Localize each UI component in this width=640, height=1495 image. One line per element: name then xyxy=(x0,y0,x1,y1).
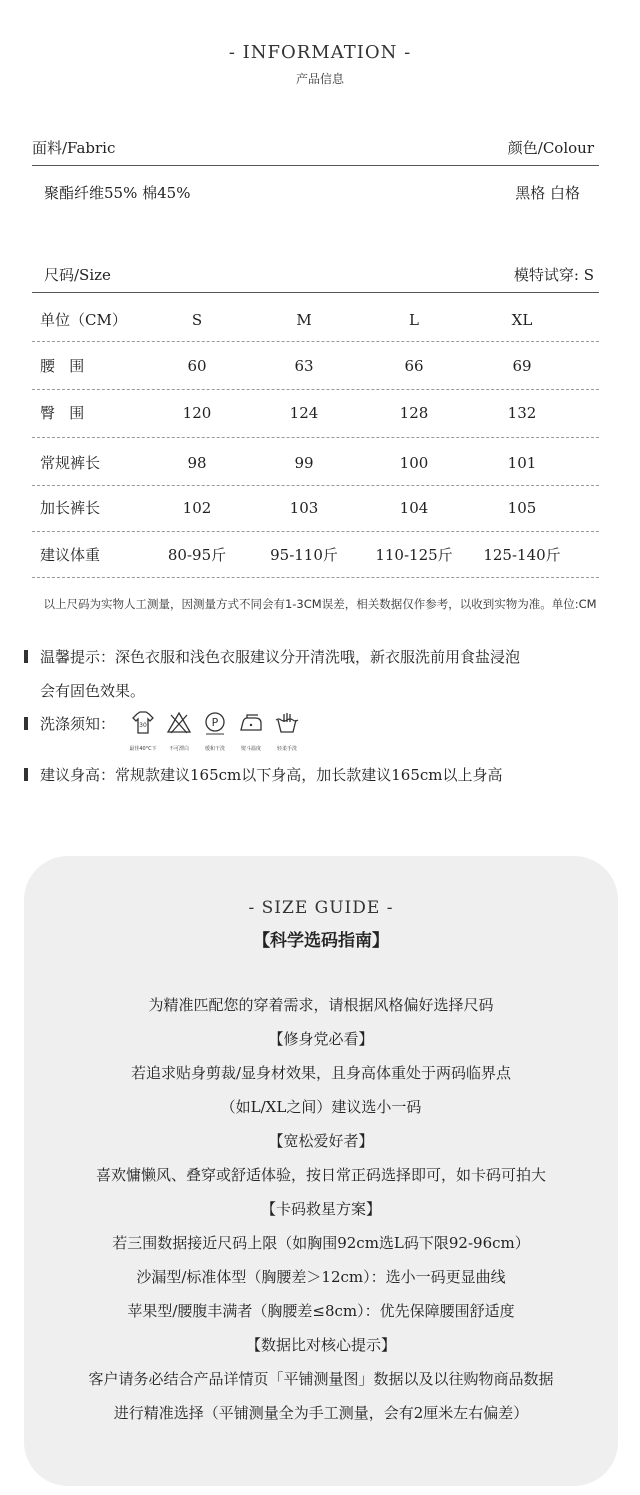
size-label: 尺码/Size xyxy=(44,266,111,284)
wash-30-icon xyxy=(126,710,160,752)
size-guide-title: 【科学选码指南】 xyxy=(253,931,389,951)
table-row xyxy=(32,390,600,436)
wash-label: 洗涤须知： xyxy=(40,715,116,733)
table-header-cell: M xyxy=(296,311,312,329)
table-row xyxy=(32,485,600,531)
guide-section-title: 【修身党必看】 xyxy=(268,1030,374,1048)
warm-tip-line-2: 会有固色效果。 xyxy=(40,682,146,700)
table-cell: 常规裤长 xyxy=(40,454,101,472)
tip-bullet xyxy=(24,717,28,730)
iron-low-icon xyxy=(234,710,268,752)
size-guide-heading: - SIZE GUIDE - xyxy=(248,898,394,918)
table-cell: 66 xyxy=(404,357,424,375)
table-header-row xyxy=(32,297,600,343)
table-cell: 69 xyxy=(512,357,532,375)
table-cell: 101 xyxy=(507,454,537,472)
table-cell: 95-110斤 xyxy=(270,546,338,564)
wash-icon-label: 轻柔手洗 xyxy=(276,746,297,752)
table-cell: 132 xyxy=(507,404,537,422)
guide-section-title: 【宽松爱好者】 xyxy=(268,1132,374,1150)
fabric-value: 聚酯纤维55% 棉45% xyxy=(44,184,191,202)
tip-bullet xyxy=(24,768,28,781)
information-subheading: 产品信息 xyxy=(295,72,344,86)
guide-line: 喜欢慵懒风、叠穿或舒适体验，按日常正码选择即可，如卡码可拍大 xyxy=(95,1166,546,1184)
guide-line: 沙漏型/标准体型（胸腰差＞12cm）：选小一码更显曲线 xyxy=(136,1268,506,1286)
table-cell: 腰 围 xyxy=(40,357,85,375)
guide-line: 进行精准选择（平铺测量全为手工测量，会有2厘米左右偏差） xyxy=(113,1404,529,1422)
table-cell: 100 xyxy=(399,454,429,472)
table-cell: 105 xyxy=(507,499,537,517)
guide-line: 若追求贴身剪裁/显身材效果，且身高体重处于两码临界点 xyxy=(130,1064,512,1082)
table-divider xyxy=(32,437,599,438)
table-divider xyxy=(32,577,599,578)
svg-text:P: P xyxy=(211,716,219,729)
table-cell: 124 xyxy=(289,404,319,422)
colour-value: 黑格 白格 xyxy=(515,184,580,202)
guide-section-title: 【卡码救星方案】 xyxy=(260,1200,381,1218)
guide-line: 客户请务必结合产品详情页「平铺测量图」数据以及以往购物商品数据 xyxy=(88,1370,554,1388)
table-cell: 103 xyxy=(289,499,319,517)
wash-icon-label: 熨斗温度 xyxy=(240,746,261,752)
size-divider xyxy=(32,292,599,293)
wash-icon-label: 缓和干洗 xyxy=(204,746,225,752)
guide-line: 若三围数据接近尺码上限（如胸围92cm选L码下限92-96cm） xyxy=(112,1234,530,1252)
table-cell: 120 xyxy=(182,404,212,422)
wash-icon-label: 不可漂白 xyxy=(168,746,189,752)
warm-tip-line-1: 温馨提示：深色衣服和浅色衣服建议分开清洗哦，新衣服洗前用食盐浸泡 xyxy=(40,648,521,666)
fabric-label: 面料/Fabric xyxy=(32,139,116,157)
table-cell: 104 xyxy=(399,499,429,517)
table-cell: 80-95斤 xyxy=(167,546,227,564)
table-row xyxy=(32,343,600,389)
table-header-cell: S xyxy=(191,311,203,329)
table-row xyxy=(32,440,600,486)
hand-wash-icon xyxy=(270,710,304,752)
table-cell: 98 xyxy=(187,454,207,472)
guide-section-title: 【数据比对核心提示】 xyxy=(245,1336,396,1354)
guide-line: （如L/XL之间）建议选小一码 xyxy=(220,1098,422,1116)
table-cell: 臀 围 xyxy=(40,404,85,422)
dry-clean-p-icon xyxy=(198,710,232,752)
svg-text:30: 30 xyxy=(139,722,147,729)
table-cell: 102 xyxy=(182,499,212,517)
table-row xyxy=(32,532,600,578)
table-divider xyxy=(32,341,599,342)
table-cell: 加长裤长 xyxy=(40,499,101,517)
tip-bullet xyxy=(24,650,28,663)
table-cell: 60 xyxy=(187,357,207,375)
measurement-note: 以上尺码为实物人工测量，因测量方式不同会有1-3CM误差，相关数据仅作参考，以收到实物为准。单位:CM xyxy=(43,597,597,611)
table-cell: 63 xyxy=(294,357,314,375)
table-header-cell: L xyxy=(409,311,419,329)
table-cell: 建议体重 xyxy=(40,546,101,564)
table-cell: 110-125斤 xyxy=(375,546,453,564)
height-tip: 建议身高：常规款建议165cm以下身高，加长款建议165cm以上身高 xyxy=(40,766,503,784)
guide-line: 苹果型/腰腹丰满者（胸腰差≤8cm）：优先保障腰围舒适度 xyxy=(127,1302,515,1320)
table-cell: 128 xyxy=(399,404,429,422)
colour-label: 颜色/Colour xyxy=(507,139,594,157)
table-header-cell: 单位（CM） xyxy=(40,311,127,329)
fabric-divider xyxy=(32,165,599,166)
guide-line: 为精准匹配您的穿着需求，请根据风格偏好选择尺码 xyxy=(148,996,494,1014)
table-cell: 125-140斤 xyxy=(483,546,561,564)
wash-icon-label: 最佳40°C下 xyxy=(129,746,157,752)
no-bleach-icon xyxy=(162,710,196,752)
information-heading: - INFORMATION - xyxy=(228,42,412,63)
table-header-cell: XL xyxy=(511,311,533,329)
table-cell: 99 xyxy=(294,454,314,472)
model-size: 模特试穿: S xyxy=(513,266,594,284)
